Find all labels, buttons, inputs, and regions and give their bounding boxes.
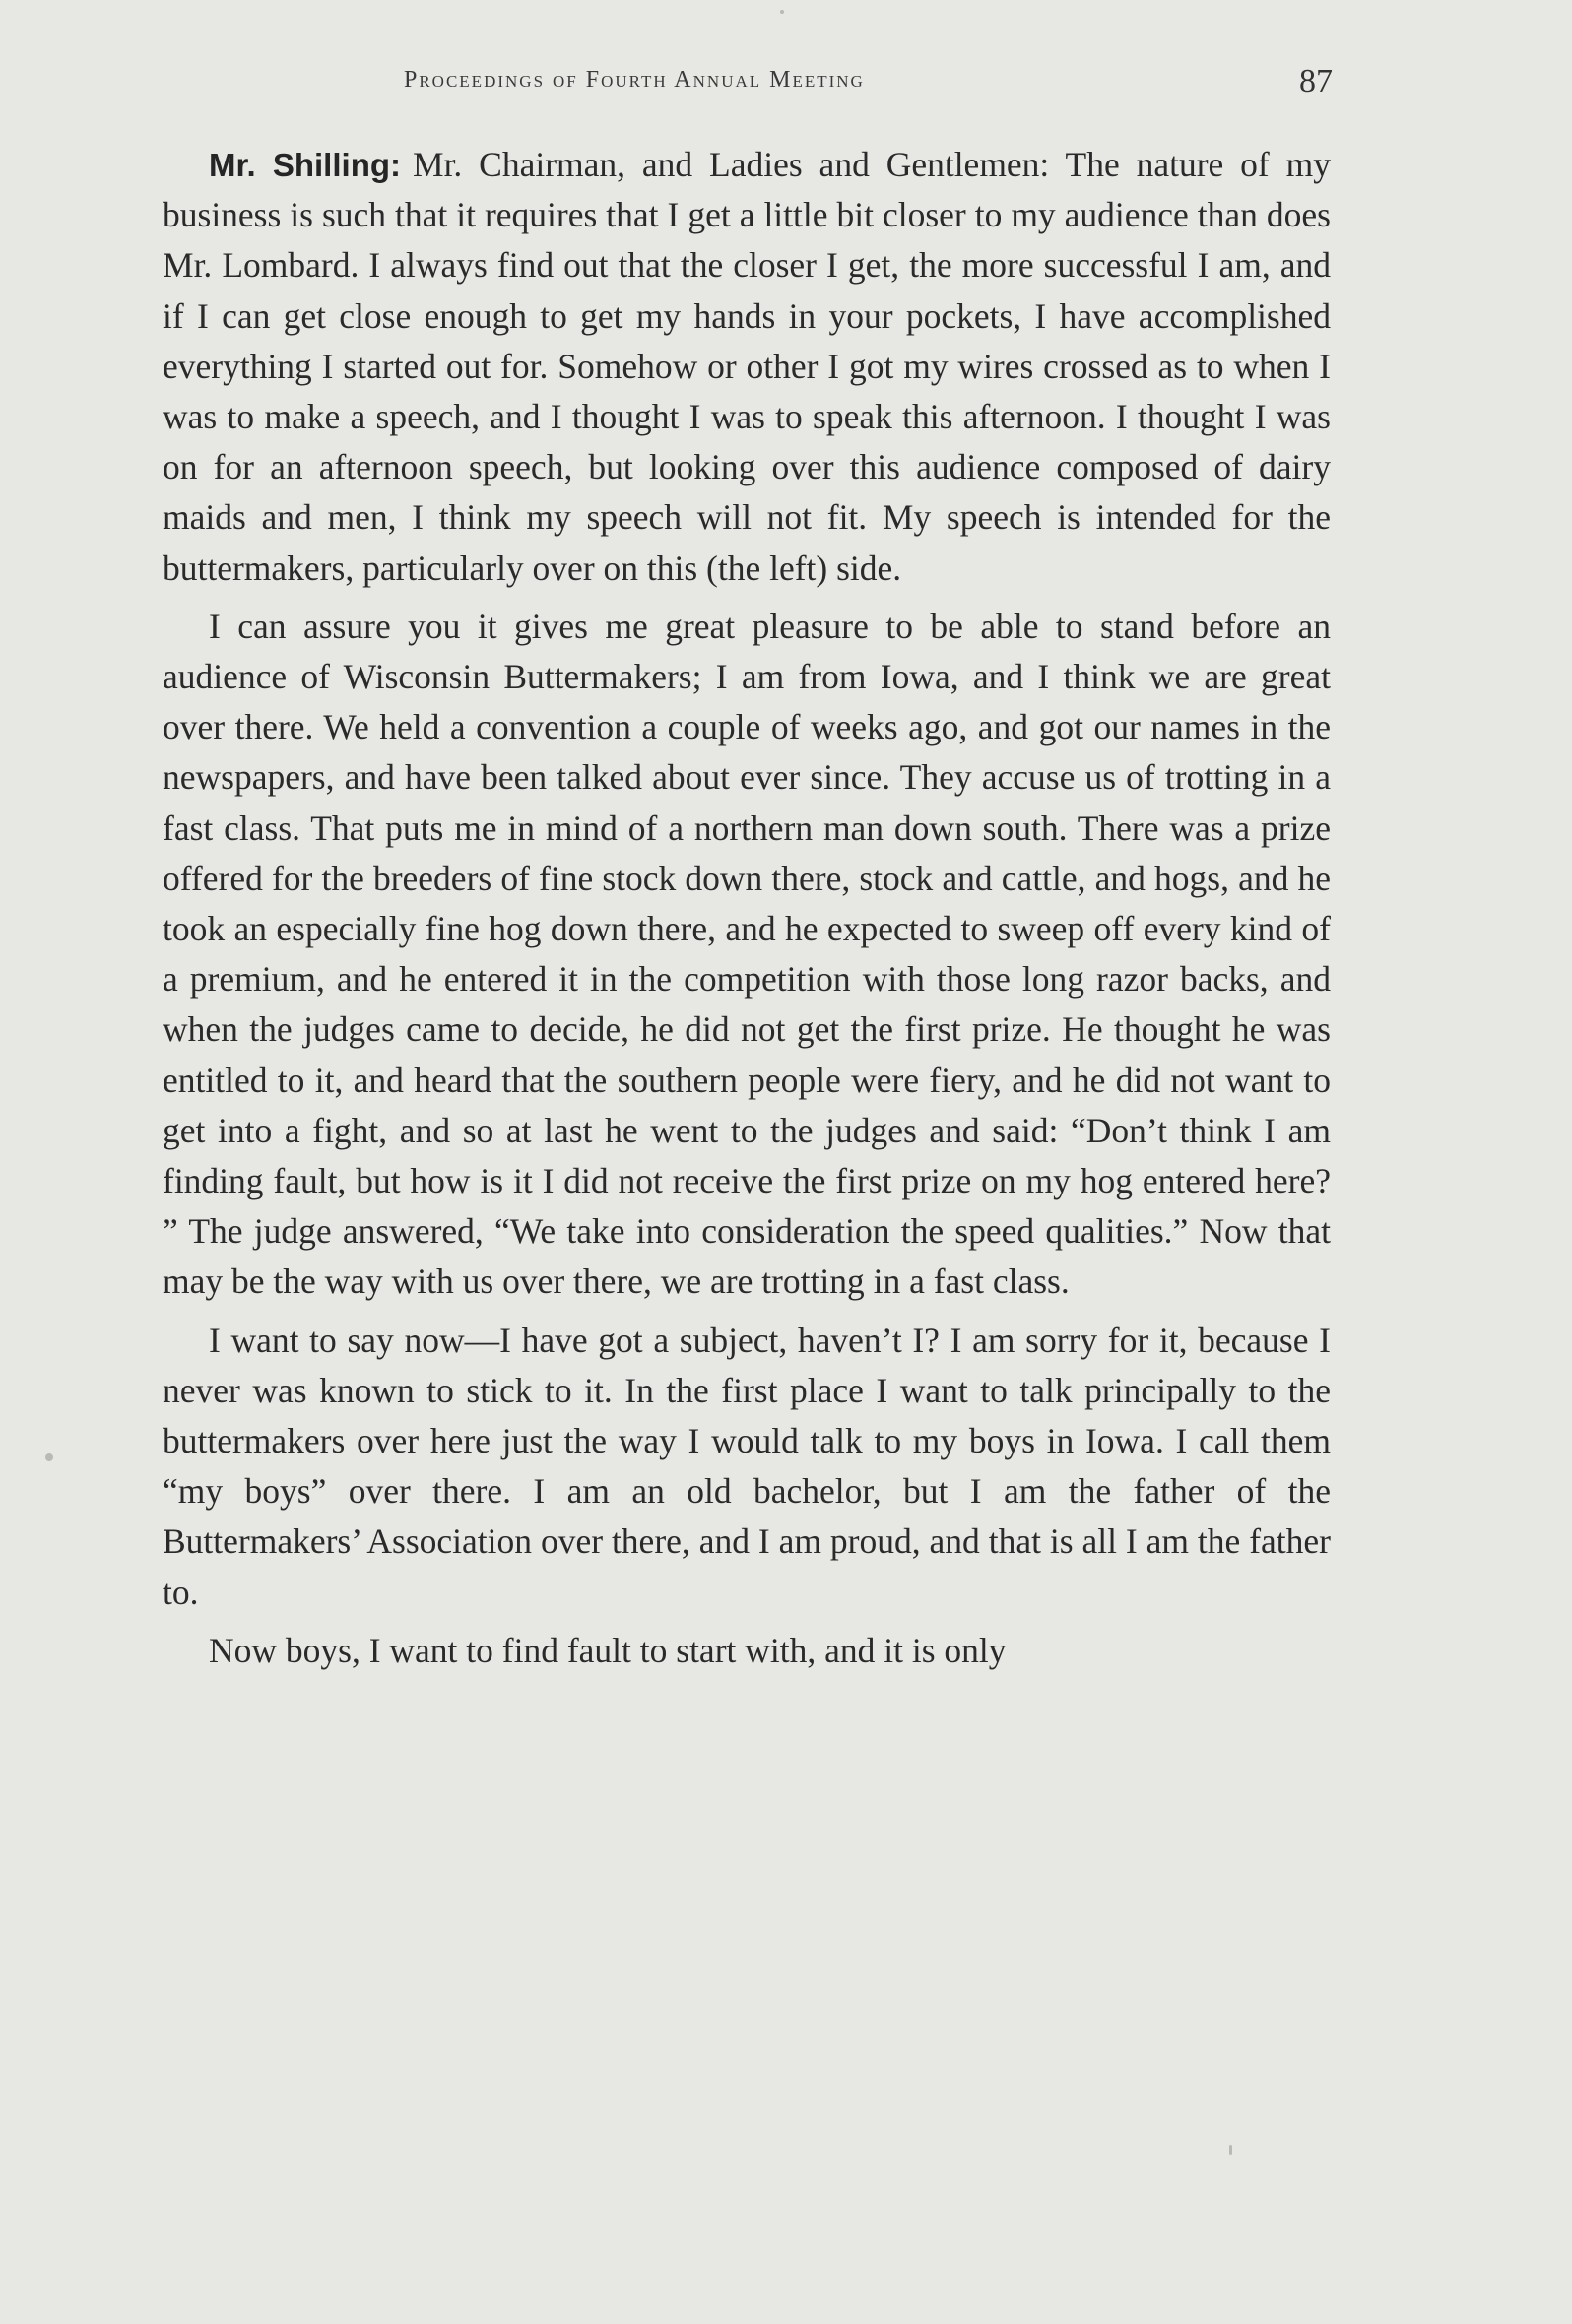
paragraph-2: I can assure you it gives me great pleasure to be able to stand before an audience of Wisconsin Buttermakers; I am from Iowa, and I think we are great over there. We held a convention a couple of weeks ago, and got our names in the newspapers, and have been talked about ever since. They accuse us of trotting in a fast class. That puts me in mind of a northern man down south. There was a prize offered for the breeders of fine stock down there, stock and cattle, and hogs, and he took an especially fine hog down there, and he expected to sweep off every kind of a premium, and he entered it in the competition with those long razor backs, and when the judges came to decide, he did not get the first prize. He thought he was entitled to it, and heard that the southern people were fiery, and he did not want to get into a fight, and so at last he went to the judges and said: “Don’t think I am finding fault, but how is it I did not receive the first prize on my hog entered here? ” The judge answered, “We take into consideration the speed qualities.” Now that may be the way with us over there, we are trotting in a fast class. — [163, 606, 1331, 1302]
page-number: 87 — [1299, 63, 1333, 99]
paragraph-3: I want to say now—I have got a subject, haven’t I? I am sorry for it, because I never was known to stick to it. In the first place I want to talk principally to the buttermakers over here just the way I would talk to my boys in Iowa. I call them “my boys” over there. I am an old bachelor, but I am the father of the Buttermakers’ Association over there, and I am proud, and that is all I am the father to. — [163, 1320, 1331, 1612]
paragraph-1 — [163, 140, 1331, 594]
speaker-name: Mr. Shilling: — [209, 147, 401, 183]
paper-speck — [780, 10, 784, 14]
body-text — [163, 140, 1331, 1676]
paragraph-1-text: Mr. Chairman, and Ladies and Gentlemen: The nature of my business is such that it requires that I get a little bit closer to my audience than does Mr. Lombard. I always find out that the closer I get, the more successful I am, and if I can get close enough to get my hands in your pockets, I have accomplished everything I started out for. Somehow or other I got my wires crossed as to when I was to make a speech, and I thought I was to speak this afternoon. I thought I was on for an afternoon speech, but looking over this audience composed of dairy maids and men, I think my speech will not fit. My speech is intended for the buttermakers, particularly over on this (the left) side. — [163, 145, 1331, 588]
paragraph-4: Now boys, I want to find fault to start with, and it is only — [209, 1630, 1007, 1670]
running-head: Proceedings of Fourth Annual Meeting — [404, 67, 865, 93]
paper-speck — [1229, 2145, 1232, 2155]
paper-speck — [45, 1453, 53, 1461]
